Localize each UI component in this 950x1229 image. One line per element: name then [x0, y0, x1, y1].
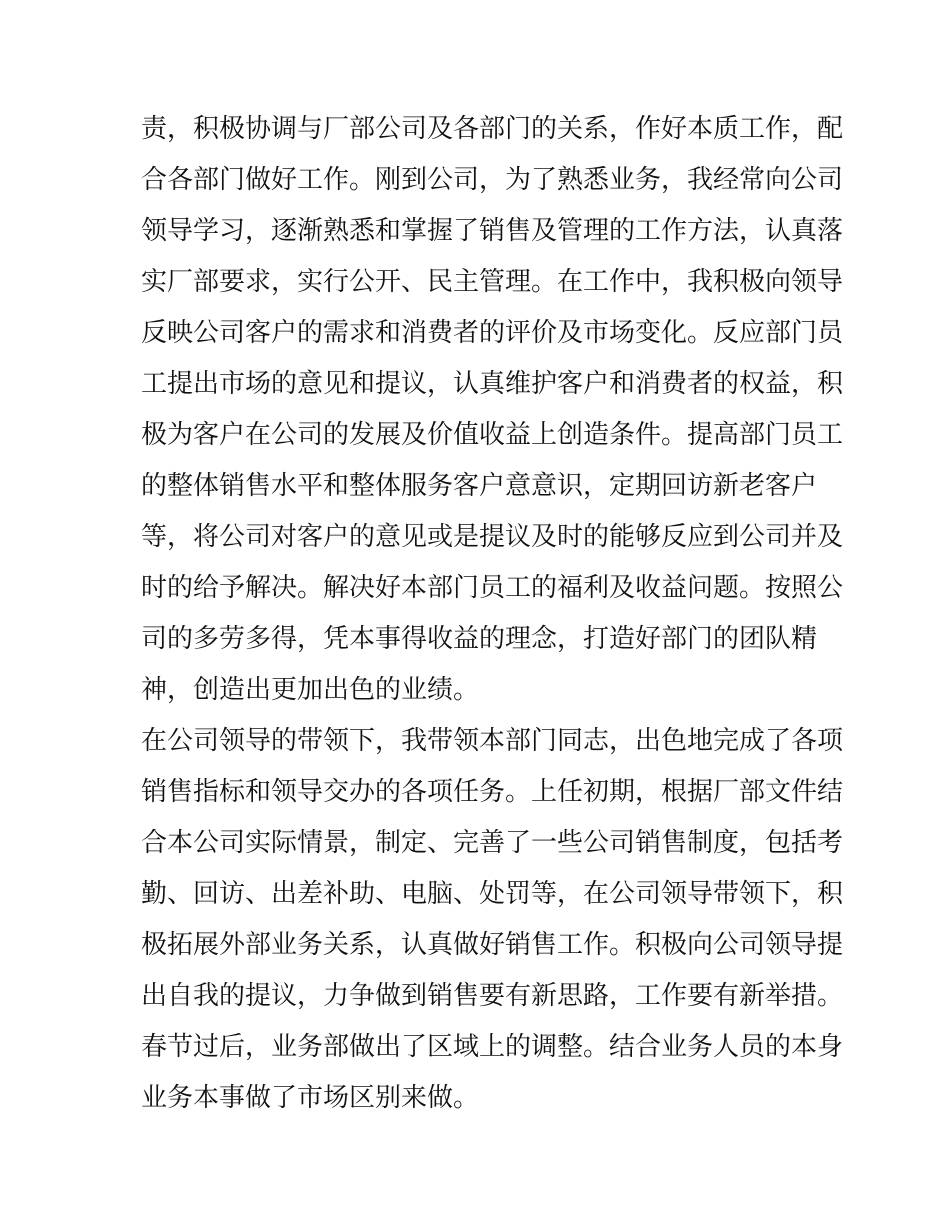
text-line: 责，积极协调与厂部公司及各部门的关系，作好本质工作，配	[141, 114, 844, 144]
text-line: 合各部门做好工作。刚到公司，为了熟悉业务，我经常向公司	[141, 165, 844, 195]
text-line: 春节过后，业务部做出了区域上的调整。结合业务人员的本身	[141, 1032, 844, 1062]
text-line: 工提出市场的意见和提议，认真维护客户和消费者的权益，积	[141, 369, 844, 399]
text-line: 实厂部要求，实行公开、民主管理。在工作中，我积极向领导	[141, 267, 844, 297]
text-line: 销售指标和领导交办的各项任务。上任初期，根据厂部文件结	[141, 777, 844, 807]
body-text	[141, 104, 844, 1124]
text-line: 时的给予解决。解决好本部门员工的福利及收益问题。按照公	[141, 573, 844, 603]
text-line: 出自我的提议，力争做到销售要有新思路，工作要有新举措。	[141, 981, 844, 1011]
text-line: 神，创造出更加出色的业绩。	[141, 675, 480, 705]
text-line: 业务本事做了市场区别来做。	[141, 1083, 480, 1113]
text-line: 领导学习，逐渐熟悉和掌握了销售及管理的工作方法，认真落	[141, 216, 844, 246]
text-line: 极为客户在公司的发展及价值收益上创造条件。提高部门员工	[141, 420, 844, 450]
text-line: 反映公司客户的需求和消费者的评价及市场变化。反应部门员	[141, 318, 844, 348]
text-line: 等，将公司对客户的意见或是提议及时的能够反应到公司并及	[141, 522, 844, 552]
text-line: 在公司领导的带领下，我带领本部门同志，出色地完成了各项	[141, 726, 844, 756]
text-line: 司的多劳多得，凭本事得收益的理念，打造好部门的团队精	[141, 624, 818, 654]
text-line: 勤、回访、出差补助、电脑、处罚等，在公司领导带领下，积	[141, 879, 844, 909]
text-line: 极拓展外部业务关系，认真做好销售工作。积极向公司领导提	[141, 930, 844, 960]
text-line: 的整体销售水平和整体服务客户意意识，定期回访新老客户	[141, 471, 818, 501]
text-line: 合本公司实际情景，制定、完善了一些公司销售制度，包括考	[141, 828, 844, 858]
